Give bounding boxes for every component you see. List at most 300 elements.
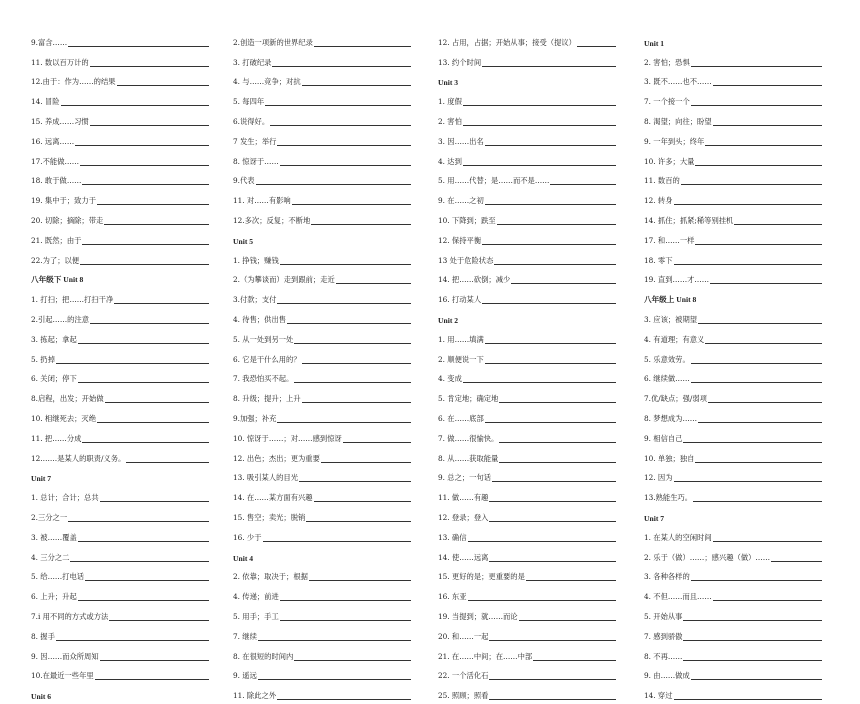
vocab-item [233, 645, 411, 665]
vocab-prompt: 8. 惊讶于…… [233, 156, 279, 166]
vocab-prompt: 3. 应该；被期望 [644, 314, 698, 324]
answer-blank-line[interactable] [90, 66, 209, 67]
vocab-item [438, 387, 616, 407]
vocab-prompt: 2.创造一项新的世界纪录 [233, 37, 313, 47]
answer-blank-line[interactable] [489, 561, 616, 562]
vocab-item [233, 269, 411, 289]
vocab-prompt: 5. 用手；手工 [233, 611, 279, 621]
vocab-item [644, 368, 822, 388]
answer-blank-line[interactable] [691, 105, 822, 106]
answer-blank-line[interactable] [482, 244, 616, 245]
answer-blank-line[interactable] [82, 184, 209, 185]
answer-blank-line[interactable] [698, 422, 822, 423]
answer-blank-line[interactable] [311, 224, 411, 225]
vocab-item [233, 328, 411, 348]
vocab-item [438, 447, 616, 467]
vocab-item [644, 585, 822, 605]
vocab-prompt: 10. 下降到；跌至 [438, 215, 496, 225]
vocab-item [233, 308, 411, 328]
answer-blank-line[interactable] [485, 343, 616, 344]
answer-blank-line[interactable] [78, 382, 209, 383]
unit-heading-label: Unit 2 [438, 315, 459, 325]
answer-blank-line[interactable] [280, 264, 411, 265]
vocab-prompt: 9. 总之；一句话 [438, 473, 492, 483]
answer-blank-line[interactable] [713, 125, 822, 126]
answer-blank-line[interactable] [674, 481, 822, 482]
vocab-item [644, 526, 822, 546]
answer-blank-line[interactable] [674, 699, 822, 700]
vocab-item [31, 526, 209, 546]
vocab-prompt: 4. 有道理；有意义 [644, 334, 705, 344]
vocab-prompt: 9. 一年到头；终年 [644, 136, 705, 146]
vocab-prompt: 16. 东亚 [438, 592, 467, 602]
answer-blank-line[interactable] [482, 66, 616, 67]
vocab-prompt: 20. 和……一起 [438, 631, 489, 641]
answer-blank-line[interactable] [117, 85, 209, 86]
vocab-prompt: 11. 数百的 [644, 176, 680, 186]
vocab-prompt: 10. 单独；独自 [644, 453, 695, 463]
answer-blank-line[interactable] [485, 363, 616, 364]
vocab-item [31, 288, 209, 308]
vocab-item [644, 447, 822, 467]
answer-blank-line[interactable] [85, 580, 209, 581]
vocab-item [233, 348, 411, 368]
vocab-item [31, 427, 209, 447]
vocab-prompt: 7. 做……很愉快。 [438, 433, 499, 443]
answer-blank-line[interactable] [485, 145, 616, 146]
answer-blank-line[interactable] [499, 442, 616, 443]
answer-blank-line[interactable] [710, 283, 822, 284]
vocab-item [644, 170, 822, 190]
vocab-prompt: 4. 不但……而且…… [644, 592, 712, 602]
answer-blank-line[interactable] [499, 462, 616, 463]
answer-blank-line[interactable] [70, 561, 209, 562]
vocab-item [438, 348, 616, 368]
vocab-item [438, 665, 616, 685]
unit-heading [31, 684, 209, 704]
answer-blank-line[interactable] [482, 303, 616, 304]
vocab-item [438, 684, 616, 704]
answer-blank-line[interactable] [708, 402, 822, 403]
answer-blank-line[interactable] [698, 323, 822, 324]
answer-blank-line[interactable] [463, 165, 616, 166]
answer-blank-line[interactable] [314, 501, 411, 502]
vocab-prompt: 15. 养成……习惯 [31, 116, 89, 126]
vocab-item [438, 51, 616, 71]
answer-blank-line[interactable] [683, 442, 822, 443]
vocab-prompt: 8. 升级；提升；上升 [233, 394, 301, 404]
answer-blank-line[interactable] [302, 402, 411, 403]
vocab-item [31, 249, 209, 269]
answer-blank-line[interactable] [78, 600, 209, 601]
answer-blank-line[interactable] [104, 224, 209, 225]
vocab-item [31, 348, 209, 368]
vocab-prompt: 7. 我恐怕买不起。 [233, 374, 294, 384]
vocab-prompt: 5. 用……代替；是……而不是…… [438, 176, 550, 186]
vocab-prompt: 9. 因……而众所周知 [31, 651, 99, 661]
vocab-item [233, 407, 411, 427]
vocab-item [438, 269, 616, 289]
answer-blank-line[interactable] [105, 402, 209, 403]
vocab-prompt: 2.引起……的注意 [31, 314, 90, 324]
vocab-item [233, 51, 411, 71]
answer-blank-line[interactable] [292, 204, 411, 205]
vocab-prompt: 16. 少于 [233, 532, 262, 542]
unit-heading [233, 229, 411, 249]
answer-blank-line[interactable] [468, 541, 616, 542]
answer-blank-line[interactable] [258, 640, 411, 641]
answer-blank-line[interactable] [263, 541, 411, 542]
vocab-prompt: 10. 惊讶于……；对……感到惊讶 [233, 433, 342, 443]
answer-blank-line[interactable] [56, 640, 209, 641]
answer-blank-line[interactable] [489, 699, 616, 700]
vocab-prompt: 2. 害怕；恐惧 [644, 57, 690, 67]
answer-blank-line[interactable] [683, 660, 822, 661]
answer-blank-line[interactable] [497, 224, 616, 225]
answer-blank-line[interactable] [494, 264, 616, 265]
answer-blank-line[interactable] [277, 422, 411, 423]
answer-blank-line[interactable] [550, 184, 616, 185]
vocab-prompt: 2.（为攀谈而）走到跟前；走近 [233, 275, 335, 285]
answer-blank-line[interactable] [56, 363, 209, 364]
vocab-prompt: 7 发生；举行 [233, 136, 277, 146]
vocab-item [438, 546, 616, 566]
vocab-prompt: 2. 害怕 [438, 116, 462, 126]
vocab-item [644, 467, 822, 487]
vocab-prompt: 8. 梦想成为…… [644, 413, 698, 423]
vocab-item [233, 150, 411, 170]
vocab-prompt: 6. 在……底部 [438, 413, 484, 423]
vocab-prompt: 7. 继续 [233, 631, 257, 641]
answer-blank-line[interactable] [277, 145, 411, 146]
answer-blank-line[interactable] [489, 501, 616, 502]
answer-blank-line[interactable] [463, 125, 616, 126]
answer-blank-line[interactable] [90, 125, 209, 126]
vocab-prompt: 5. 每四年 [233, 97, 265, 107]
vocab-item [644, 189, 822, 209]
vocab-prompt: 5. 从一处到另一处 [233, 334, 294, 344]
vocab-item [31, 645, 209, 665]
vocab-prompt: 3. 因……出名 [438, 136, 484, 146]
answer-blank-line[interactable] [713, 85, 822, 86]
vocab-item [438, 467, 616, 487]
vocab-item [438, 645, 616, 665]
answer-blank-line[interactable] [61, 105, 209, 106]
vocab-item [438, 90, 616, 110]
vocab-prompt: 9.加强；补充 [233, 413, 277, 423]
vocab-prompt: 8. 握手 [31, 631, 55, 641]
answer-blank-line[interactable] [100, 501, 209, 502]
vocab-prompt: 12. 出色；杰出；更为重要 [233, 453, 320, 463]
answer-blank-line[interactable] [280, 600, 411, 601]
answer-blank-line[interactable] [713, 541, 822, 542]
answer-blank-line[interactable] [683, 640, 822, 641]
vocab-prompt: 16. 远离…… [31, 136, 75, 146]
answer-blank-line[interactable] [533, 660, 616, 661]
vocab-prompt: 1. 挣钱；赚钱 [233, 255, 279, 265]
answer-blank-line[interactable] [280, 620, 411, 621]
answer-blank-line[interactable] [265, 105, 411, 106]
vocab-prompt: 9. 在……之初 [438, 196, 484, 206]
answer-blank-line[interactable] [691, 580, 822, 581]
vocab-item [31, 130, 209, 150]
vocab-prompt: 8. 从……获取能量 [438, 453, 499, 463]
answer-blank-line[interactable] [489, 521, 616, 522]
answer-blank-line[interactable] [97, 422, 209, 423]
unit-heading-label: 八年级上 Unit 8 [644, 295, 697, 305]
answer-blank-line[interactable] [75, 145, 209, 146]
vocab-item [438, 407, 616, 427]
worksheet-column-3 [438, 31, 616, 704]
vocab-prompt: 12. 保持平衡 [438, 235, 482, 245]
vocab-prompt: 3.付款；支付 [233, 295, 277, 305]
vocab-prompt: 12.……是某人的职责/义务。 [31, 453, 126, 463]
vocab-item [644, 229, 822, 249]
vocab-item [233, 90, 411, 110]
vocab-prompt: 6. 它是干什么用的？ [233, 354, 301, 364]
vocab-item [438, 526, 616, 546]
unit-heading [644, 288, 822, 308]
answer-blank-line[interactable] [713, 600, 822, 601]
vocab-prompt: 10. 相继死去；灭绝 [31, 413, 97, 423]
answer-blank-line[interactable] [294, 382, 411, 383]
answer-blank-line[interactable] [78, 541, 209, 542]
vocab-prompt: 12. 占用，占据；开始从事；接受（提议） [438, 37, 576, 47]
vocab-prompt: 8.启程，出发；开始做 [31, 394, 104, 404]
vocab-item [644, 407, 822, 427]
answer-blank-line[interactable] [299, 481, 411, 482]
answer-blank-line[interactable] [463, 382, 616, 383]
vocab-item [233, 486, 411, 506]
vocab-prompt: 17. 和……一样 [644, 235, 695, 245]
answer-blank-line[interactable] [306, 521, 411, 522]
vocab-item [438, 209, 616, 229]
vocab-item [233, 625, 411, 645]
vocab-prompt: 16. 打动某人 [438, 295, 482, 305]
answer-blank-line[interactable] [277, 699, 411, 700]
answer-blank-line[interactable] [109, 620, 209, 621]
answer-blank-line[interactable] [272, 66, 411, 67]
vocab-item [438, 110, 616, 130]
worksheet-column-4 [644, 31, 822, 704]
answer-blank-line[interactable] [681, 184, 822, 185]
vocab-item [31, 189, 209, 209]
answer-blank-line[interactable] [463, 105, 616, 106]
answer-blank-line[interactable] [577, 46, 616, 47]
answer-blank-line[interactable] [492, 481, 616, 482]
answer-blank-line[interactable] [485, 422, 616, 423]
answer-blank-line[interactable] [97, 204, 209, 205]
vocab-item [438, 605, 616, 625]
answer-blank-line[interactable] [705, 145, 822, 146]
vocab-prompt: 4. 待售；供出售 [233, 314, 287, 324]
answer-blank-line[interactable] [695, 462, 822, 463]
answer-blank-line[interactable] [126, 462, 209, 463]
vocab-prompt: 22. 一个活化石 [438, 671, 489, 681]
answer-blank-line[interactable] [734, 224, 822, 225]
vocab-prompt: 19. 集中于；致力于 [31, 196, 97, 206]
vocab-item [438, 427, 616, 447]
answer-blank-line[interactable] [90, 323, 209, 324]
vocab-prompt: 7.i 用不同的方式或方法 [31, 611, 109, 621]
answer-blank-line[interactable] [691, 66, 822, 67]
vocab-item [233, 566, 411, 586]
vocab-prompt: 18. 零下 [644, 255, 673, 265]
vocab-prompt: 6.说得好。 [233, 116, 270, 126]
vocab-item [644, 249, 822, 269]
vocab-prompt: 9. 遥远 [233, 671, 257, 681]
vocab-item [233, 368, 411, 388]
vocab-prompt: 14. 把……砍倒；减少 [438, 275, 511, 285]
answer-blank-line[interactable] [277, 303, 411, 304]
vocab-prompt: 11. 数以百万计的 [31, 57, 89, 67]
vocab-prompt: 13. 吸引某人的目光 [233, 473, 299, 483]
vocab-item [233, 288, 411, 308]
vocab-prompt: 4. 变成 [438, 374, 462, 384]
unit-heading [233, 546, 411, 566]
answer-blank-line[interactable] [705, 343, 822, 344]
vocab-prompt: 11. 除此之外 [233, 691, 277, 701]
unit-heading-label: Unit 3 [438, 78, 459, 88]
vocab-item [31, 229, 209, 249]
vocab-item [233, 31, 411, 51]
vocab-item [31, 31, 209, 51]
vocab-item [438, 189, 616, 209]
vocab-item [438, 506, 616, 526]
vocab-item [233, 506, 411, 526]
answer-blank-line[interactable] [683, 620, 822, 621]
vocab-prompt: 12. 转身 [644, 196, 673, 206]
vocab-prompt: 5. 肯定地；确定地 [438, 394, 499, 404]
answer-blank-line[interactable] [270, 125, 411, 126]
vocab-prompt: 3. 各种各样的 [644, 572, 690, 582]
answer-blank-line[interactable] [302, 363, 411, 364]
unit-heading [31, 269, 209, 289]
answer-blank-line[interactable] [78, 343, 209, 344]
answer-blank-line[interactable] [674, 204, 822, 205]
vocab-prompt: 1. 度假 [438, 97, 462, 107]
vocab-prompt: 8. 不再…… [644, 651, 683, 661]
vocab-prompt: 4. 传递；前进 [233, 592, 279, 602]
vocab-prompt: 12.多次；反复；不断地 [233, 215, 311, 225]
vocab-prompt: 12. 登录；登入 [438, 512, 489, 522]
answer-blank-line[interactable] [693, 501, 822, 502]
unit-heading-label: Unit 7 [644, 513, 665, 523]
answer-blank-line[interactable] [485, 204, 616, 205]
answer-blank-line[interactable] [82, 442, 209, 443]
answer-blank-line[interactable] [691, 363, 822, 364]
vocab-item [438, 566, 616, 586]
vocab-prompt: 22.为了；以便 [31, 255, 80, 265]
answer-blank-line[interactable] [294, 660, 411, 661]
vocab-prompt: 20. 切除；摘除；带走 [31, 215, 104, 225]
vocab-item [438, 229, 616, 249]
vocab-item [438, 288, 616, 308]
answer-blank-line[interactable] [80, 165, 209, 166]
answer-blank-line[interactable] [287, 323, 411, 324]
answer-blank-line[interactable] [489, 679, 616, 680]
answer-blank-line[interactable] [68, 46, 209, 47]
vocab-prompt: 14. 穿过 [644, 691, 673, 701]
vocab-item [233, 585, 411, 605]
vocab-prompt: 4. 与……竞争；对抗 [233, 77, 301, 87]
answer-blank-line[interactable] [336, 283, 411, 284]
vocab-item [644, 605, 822, 625]
vocab-item [644, 348, 822, 368]
vocab-item [233, 467, 411, 487]
vocab-prompt: 2.三分之一 [31, 512, 68, 522]
answer-blank-line[interactable] [771, 561, 822, 562]
vocab-prompt: 4. 三分之二 [31, 552, 70, 562]
answer-blank-line[interactable] [526, 580, 616, 581]
vocab-prompt: 3. 打破纪录 [233, 57, 272, 67]
vocab-prompt: 13 处于危险状态 [438, 255, 494, 265]
vocab-item [31, 665, 209, 685]
vocab-prompt: 14. 冒险 [31, 97, 60, 107]
answer-blank-line[interactable] [674, 264, 822, 265]
answer-blank-line[interactable] [309, 580, 411, 581]
answer-blank-line[interactable] [468, 600, 616, 601]
vocab-item [438, 486, 616, 506]
vocab-prompt: 25. 照顾；照看 [438, 691, 489, 701]
vocab-item [233, 209, 411, 229]
answer-blank-line[interactable] [695, 244, 822, 245]
answer-blank-line[interactable] [499, 402, 616, 403]
vocab-item [233, 447, 411, 467]
answer-blank-line[interactable] [302, 85, 411, 86]
answer-blank-line[interactable] [314, 46, 411, 47]
answer-blank-line[interactable] [294, 343, 411, 344]
vocab-prompt: 11. 对……有影响 [233, 196, 291, 206]
vocab-item [31, 625, 209, 645]
answer-blank-line[interactable] [321, 462, 411, 463]
vocab-item [644, 150, 822, 170]
vocab-prompt: 1. 在某人的空闲时间 [644, 532, 712, 542]
answer-blank-line[interactable] [519, 620, 616, 621]
answer-blank-line[interactable] [343, 442, 411, 443]
vocab-item [233, 526, 411, 546]
vocab-prompt: 13. 约个时间 [438, 57, 482, 67]
answer-blank-line[interactable] [95, 679, 209, 680]
vocab-prompt: 5. 开始从事 [644, 611, 683, 621]
answer-blank-line[interactable] [695, 165, 822, 166]
vocab-item [31, 566, 209, 586]
vocab-prompt: 19. 直到……才…… [644, 275, 710, 285]
answer-blank-line[interactable] [489, 640, 616, 641]
answer-blank-line[interactable] [80, 264, 209, 265]
answer-blank-line[interactable] [511, 283, 616, 284]
answer-blank-line[interactable] [100, 660, 209, 661]
answer-blank-line[interactable] [258, 679, 411, 680]
vocab-item [233, 387, 411, 407]
answer-blank-line[interactable] [691, 679, 822, 680]
answer-blank-line[interactable] [82, 244, 209, 245]
answer-blank-line[interactable] [114, 303, 209, 304]
answer-blank-line[interactable] [68, 521, 209, 522]
answer-blank-line[interactable] [691, 382, 822, 383]
vocab-prompt: 1. 打扫；把……打扫干净 [31, 295, 114, 305]
vocab-item [644, 645, 822, 665]
vocab-item [31, 170, 209, 190]
vocab-item [438, 249, 616, 269]
vocab-prompt: 2. 依靠；取决于；根据 [233, 572, 308, 582]
worksheet-column-2 [233, 31, 411, 704]
vocab-item [31, 51, 209, 71]
answer-blank-line[interactable] [280, 165, 411, 166]
vocab-prompt: 10.在最近一些年里 [31, 671, 94, 681]
answer-blank-line[interactable] [256, 184, 411, 185]
vocab-prompt: 11. 做……有趣 [438, 493, 489, 503]
